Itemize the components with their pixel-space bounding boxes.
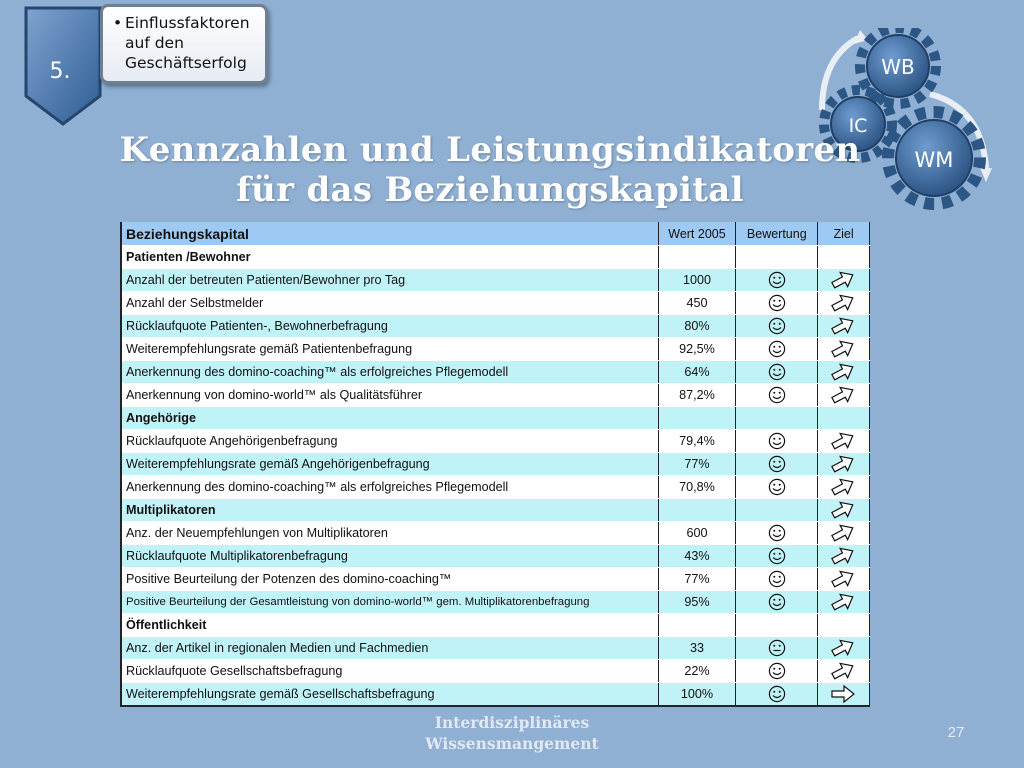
happy-face-icon (736, 591, 818, 614)
table-row (121, 384, 870, 407)
indicator-value: 22% (658, 660, 736, 683)
indicator-label: Anerkennung von domino-world™ als Qualitätsführer (121, 384, 658, 407)
indicator-value: 1000 (658, 269, 736, 292)
step-callout (100, 4, 268, 84)
indicator-value: 87,2% (658, 384, 736, 407)
indicator-label: Weiterempfehlungsrate gemäß Angehörigenbefragung (121, 453, 658, 476)
table-row (121, 453, 870, 476)
arrow-up-right-icon (818, 338, 870, 361)
page-number: 27 (947, 724, 965, 741)
indicator-label: Anz. der Neuempfehlungen von Multiplikatoren (121, 522, 658, 545)
callout-line-3: Geschäftserfolg (125, 54, 247, 72)
indicator-value: 33 (658, 637, 736, 660)
goal-cell (818, 614, 870, 637)
table-row (121, 315, 870, 338)
gear-ic-label: IC (848, 115, 868, 137)
kpi-table (120, 222, 870, 707)
section-label: Patienten /Bewohner (121, 246, 658, 269)
indicator-value: 79,4% (658, 430, 736, 453)
footer-line-2: Wissensmangement (425, 734, 599, 753)
happy-face-icon (736, 430, 818, 453)
table-row (121, 591, 870, 614)
happy-face-icon (736, 683, 818, 707)
arrow-up-right-icon (818, 637, 870, 660)
rating-cell (736, 614, 818, 637)
indicator-value (658, 614, 736, 637)
section-label: Angehörige (121, 407, 658, 430)
arrow-up-right-icon (818, 568, 870, 591)
indicator-label: Anzahl der betreuten Patienten/Bewohner pro Tag (121, 269, 658, 292)
happy-face-icon (736, 453, 818, 476)
happy-face-icon (736, 568, 818, 591)
indicator-value: 600 (658, 522, 736, 545)
arrow-up-right-icon (818, 522, 870, 545)
arrow-up-right-icon (818, 545, 870, 568)
arrow-up-right-icon (818, 660, 870, 683)
arrow-up-right-icon (818, 476, 870, 499)
arrow-up-right-icon (818, 292, 870, 315)
table-row (121, 338, 870, 361)
gear-wm-label: WM (914, 148, 954, 172)
indicator-label: Weiterempfehlungsrate gemäß Patientenbefragung (121, 338, 658, 361)
indicator-label: Anerkennung des domino-coaching™ als erfolgreiches Pflegemodell (121, 476, 658, 499)
table-row (121, 476, 870, 499)
gear-wm-icon (888, 112, 980, 204)
indicator-value: 80% (658, 315, 736, 338)
indicator-value: 43% (658, 545, 736, 568)
arrow-up-right-icon (818, 361, 870, 384)
happy-face-icon (736, 476, 818, 499)
indicator-label: Positive Beurteilung der Gesamtleistung von domino-world™ gem. Multiplikatorenbefragung (121, 591, 658, 614)
slide-title (100, 130, 880, 210)
arrow-up-right-icon (818, 315, 870, 338)
callout-line-2: auf den (125, 34, 184, 52)
table-header-row (121, 222, 870, 246)
indicator-value: 100% (658, 683, 736, 707)
indicator-label: Rücklaufquote Patienten-, Bewohnerbefragung (121, 315, 658, 338)
indicator-label: Positive Beurteilung der Potenzen des domino-coaching™ (121, 568, 658, 591)
footer-text (400, 712, 624, 754)
happy-face-icon (736, 361, 818, 384)
happy-face-icon (736, 292, 818, 315)
indicator-label: Rücklaufquote Gesellschaftsbefragung (121, 660, 658, 683)
title-line-1: Kennzahlen und Leistungsindikatoren (119, 130, 861, 170)
goal-cell (818, 407, 870, 430)
indicator-value: 77% (658, 568, 736, 591)
table-row (121, 269, 870, 292)
table-row (121, 683, 870, 707)
indicator-value (658, 499, 736, 522)
arrow-right-icon (818, 683, 870, 707)
happy-face-icon (736, 522, 818, 545)
neutral-face-icon (736, 637, 818, 660)
table-row (121, 660, 870, 683)
section-label: Öffentlichkeit (121, 614, 658, 637)
header-rating: Bewertung (736, 222, 818, 246)
table-row (121, 522, 870, 545)
indicator-label: Rücklaufquote Multiplikatorenbefragung (121, 545, 658, 568)
goal-cell (818, 246, 870, 269)
table-row (121, 361, 870, 384)
table-section-row (121, 246, 870, 269)
rating-cell (736, 407, 818, 430)
header-goal: Ziel (818, 222, 870, 246)
arrow-up-right-icon (818, 430, 870, 453)
header-name: Beziehungskapital (121, 222, 658, 246)
indicator-label: Rücklaufquote Angehörigenbefragung (121, 430, 658, 453)
section-label: Multiplikatoren (121, 499, 658, 522)
indicator-value: 70,8% (658, 476, 736, 499)
happy-face-icon (736, 384, 818, 407)
arrow-up-right-icon (818, 591, 870, 614)
happy-face-icon (736, 315, 818, 338)
title-line-2: für das Beziehungskapital (236, 170, 744, 210)
happy-face-icon (736, 269, 818, 292)
step-number: 5. (49, 59, 71, 84)
arrow-up-right-icon (818, 499, 870, 522)
indicator-label: Weiterempfehlungsrate gemäß Gesellschaftsbefragung (121, 683, 658, 707)
indicator-label: Anzahl der Selbstmelder (121, 292, 658, 315)
callout-line-1: Einflussfaktoren (125, 14, 250, 32)
footer-line-1: Interdisziplinäres (434, 713, 590, 732)
rating-cell (736, 499, 818, 522)
indicator-value: 450 (658, 292, 736, 315)
indicator-label: Anerkennung des domino-coaching™ als erfolgreiches Pflegemodell (121, 361, 658, 384)
arrow-up-right-icon (818, 384, 870, 407)
arrow-up-right-icon (818, 453, 870, 476)
table-row (121, 568, 870, 591)
table-row (121, 430, 870, 453)
table-section-row (121, 407, 870, 430)
happy-face-icon (736, 660, 818, 683)
arrow-up-right-icon (818, 269, 870, 292)
happy-face-icon (736, 545, 818, 568)
table-row (121, 637, 870, 660)
gear-wb-label: WB (881, 55, 915, 79)
happy-face-icon (736, 338, 818, 361)
indicator-value (658, 407, 736, 430)
table-row (121, 545, 870, 568)
indicator-value: 64% (658, 361, 736, 384)
header-value: Wert 2005 (658, 222, 736, 246)
indicator-label: Anz. der Artikel in regionalen Medien und Fachmedien (121, 637, 658, 660)
table-section-row (121, 614, 870, 637)
rating-cell (736, 246, 818, 269)
callout-bullet: • (113, 14, 123, 32)
table-row (121, 292, 870, 315)
indicator-value: 92,5% (658, 338, 736, 361)
indicator-value: 95% (658, 591, 736, 614)
table-section-row (121, 499, 870, 522)
indicator-value: 77% (658, 453, 736, 476)
step-chevron (22, 4, 112, 128)
indicator-value (658, 246, 736, 269)
